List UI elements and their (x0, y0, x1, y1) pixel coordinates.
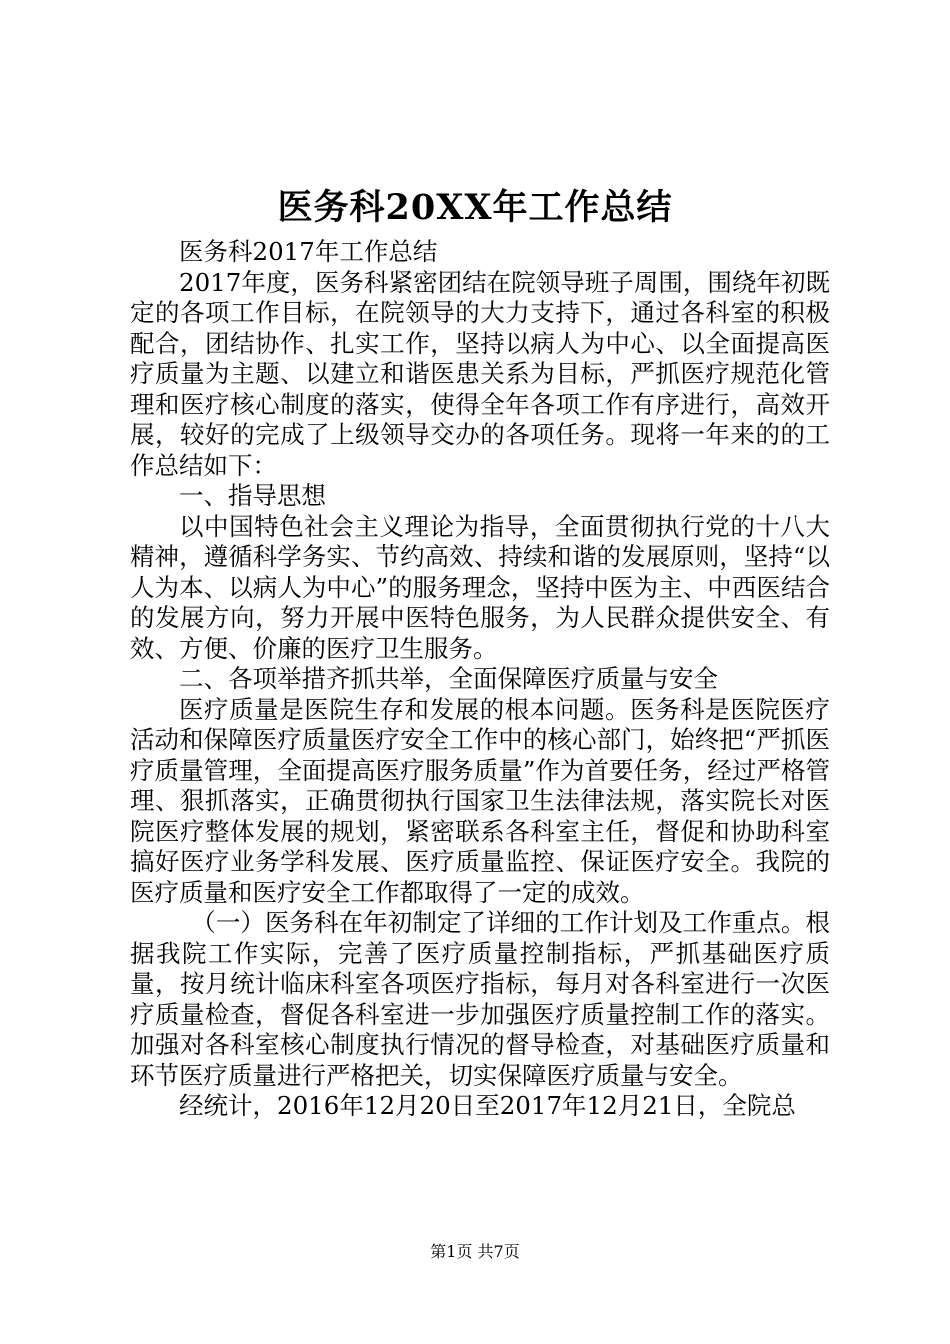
document-title: 医务科20XX年工作总结 (277, 187, 673, 228)
paragraph-medical-quality: 医疗质量是医院生存和发展的根本问题。医务科是医院医疗活动和保障医疗质量医疗安全工作中的核心部门，始终把“严抓医疗质量管理，全面提高医疗服务质量”作为首要任务，经过严格管理、狠抓落实，正确贯彻执行国家卫生法律法规，落实院长对医院医疗整体发展的规划，紧密联系各科室主任，督促和协助科室搞好医疗业务学科发展、医疗质量监控、保证医疗安全。我院的医疗质量和医疗安全工作都取得了一定的成效。 (130, 694, 830, 907)
document-body (130, 237, 830, 1122)
paragraph-work-plan: （一）医务科在年初制定了详细的工作计划及工作重点。根据我院工作实际，完善了医疗质量控制指标，严抓基础医疗质量，按月统计临床科室各项医疗指标，每月对各科室进行一次医疗质量检查，督促各科室进一步加强医疗质量控制工作的落实。加强对各科室核心制度执行情况的督导检查，对基础医疗质量和环节医疗质量进行严格把关，切实保障医疗质量与安全。 (130, 908, 830, 1090)
heading-measures: 二、各项举措齐抓共举，全面保障医疗质量与安全 (179, 664, 718, 693)
paragraph-guiding-ideology: 以中国特色社会主义理论为指导，全面贯彻执行党的十八大精神，遵循科学务实、节约高效、持续和谐的发展原则，坚持“以人为本、以病人为中心”的服务理念，坚持中医为主、中西医结合的发展方向，努力开展中医特色服务，为人民群众提供安全、有效、方便、价廉的医疗卫生服务。 (130, 511, 830, 663)
page-footer: 第1页 共7页 (430, 1242, 520, 1261)
heading-guiding-ideology: 一、指导思想 (179, 481, 326, 510)
paragraph-subtitle: 医务科2017年工作总结 (179, 237, 438, 266)
paragraph-intro: 2017年度，医务科紧密团结在院领导班子周围，围绕年初既定的各项工作目标，在院领导的大力支持下，通过各科室的积极配合，团结协作、扎实工作，坚持以病人为中心、以全面提高医疗质量为主题、以建立和谐医患关系为目标，严抓医疗规范化管理和医疗核心制度的落实，使得全年各项工作有序进行，高效开展，较好的完成了上级领导交办的各项任务。现将一年来的的工作总结如下： (130, 267, 830, 480)
paragraph-statistics: 经统计，2016年12月20日至2017年12月21日，全院总 (179, 1091, 796, 1120)
